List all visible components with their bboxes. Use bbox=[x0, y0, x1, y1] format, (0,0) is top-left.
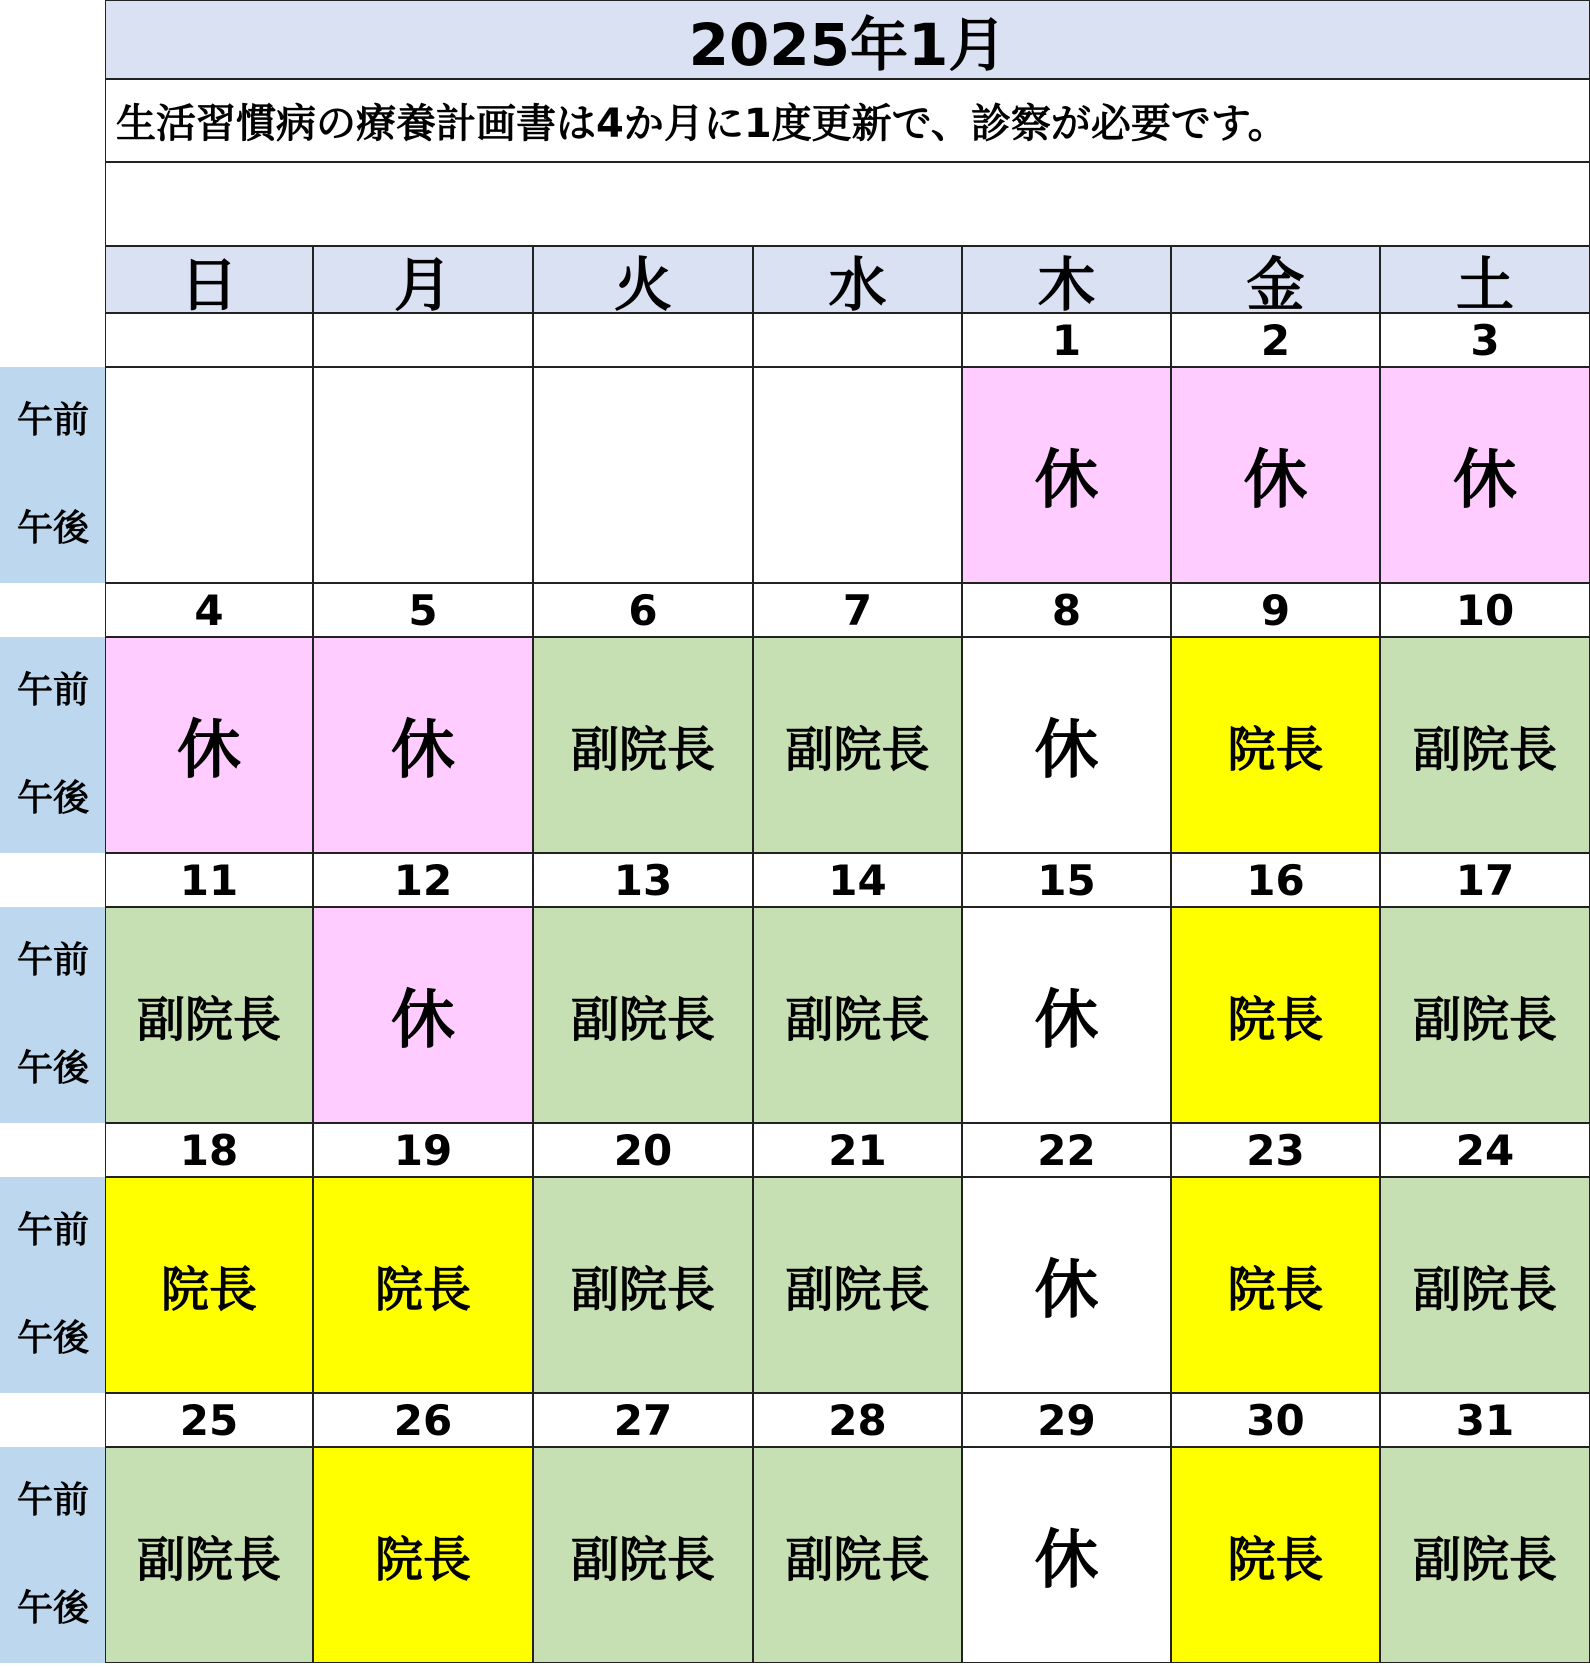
day-status-cell: 休 bbox=[962, 367, 1171, 583]
afternoon-label: 午後 bbox=[16, 1048, 89, 1089]
date-number: 25 bbox=[105, 1393, 313, 1447]
date-number: 21 bbox=[753, 1123, 962, 1177]
date-number: 9 bbox=[1171, 583, 1380, 637]
date-number: 10 bbox=[1380, 583, 1590, 637]
afternoon-label: 午後 bbox=[16, 778, 89, 819]
session-label-block bbox=[0, 1177, 105, 1393]
session-label-block bbox=[0, 907, 105, 1123]
date-number: 1 bbox=[962, 313, 1171, 367]
afternoon-label: 午後 bbox=[16, 1588, 89, 1629]
date-number bbox=[753, 313, 962, 367]
date-number bbox=[313, 313, 533, 367]
date-number: 5 bbox=[313, 583, 533, 637]
day-status-cell: 休 bbox=[1171, 367, 1380, 583]
date-number: 2 bbox=[1171, 313, 1380, 367]
date-number: 27 bbox=[533, 1393, 753, 1447]
day-status-cell: 副院長 bbox=[753, 637, 962, 853]
morning-label: 午前 bbox=[16, 1210, 89, 1251]
date-number: 14 bbox=[753, 853, 962, 907]
blank-row bbox=[105, 162, 1590, 246]
morning-label: 午前 bbox=[16, 400, 89, 441]
day-status-cell: 副院長 bbox=[753, 1447, 962, 1663]
day-status-cell: 副院長 bbox=[1380, 637, 1590, 853]
session-label-block bbox=[0, 367, 105, 583]
calendar-title: 2025年1月 bbox=[105, 0, 1590, 79]
date-number: 6 bbox=[533, 583, 753, 637]
day-status-cell: 院長 bbox=[1171, 1177, 1380, 1393]
session-label-block bbox=[0, 637, 105, 853]
day-status-cell: 副院長 bbox=[1380, 907, 1590, 1123]
day-status-cell: 副院長 bbox=[533, 907, 753, 1123]
date-number: 13 bbox=[533, 853, 753, 907]
date-number: 7 bbox=[753, 583, 962, 637]
weekday-header: 木 bbox=[962, 246, 1171, 313]
date-number: 26 bbox=[313, 1393, 533, 1447]
day-status-cell: 休 bbox=[105, 637, 313, 853]
date-number bbox=[105, 313, 313, 367]
weekday-header: 金 bbox=[1171, 246, 1380, 313]
day-status-cell: 副院長 bbox=[1380, 1177, 1590, 1393]
day-status-cell bbox=[533, 367, 753, 583]
day-status-cell: 休 bbox=[962, 1447, 1171, 1663]
date-number: 12 bbox=[313, 853, 533, 907]
afternoon-label: 午後 bbox=[16, 1318, 89, 1359]
afternoon-label: 午後 bbox=[16, 508, 89, 549]
date-number: 19 bbox=[313, 1123, 533, 1177]
day-status-cell: 副院長 bbox=[105, 1447, 313, 1663]
date-number: 17 bbox=[1380, 853, 1590, 907]
day-status-cell: 院長 bbox=[1171, 1447, 1380, 1663]
morning-label: 午前 bbox=[16, 670, 89, 711]
day-status-cell: 休 bbox=[1380, 367, 1590, 583]
day-status-cell: 院長 bbox=[1171, 907, 1380, 1123]
date-number: 29 bbox=[962, 1393, 1171, 1447]
weekday-header: 日 bbox=[105, 246, 313, 313]
date-number: 11 bbox=[105, 853, 313, 907]
weekday-header: 火 bbox=[533, 246, 753, 313]
day-status-cell: 休 bbox=[962, 1177, 1171, 1393]
date-number: 28 bbox=[753, 1393, 962, 1447]
date-number: 4 bbox=[105, 583, 313, 637]
day-status-cell: 副院長 bbox=[533, 1447, 753, 1663]
day-status-cell: 副院長 bbox=[753, 907, 962, 1123]
date-number: 22 bbox=[962, 1123, 1171, 1177]
day-status-cell: 副院長 bbox=[1380, 1447, 1590, 1663]
date-number: 30 bbox=[1171, 1393, 1380, 1447]
day-status-cell: 休 bbox=[962, 907, 1171, 1123]
day-status-cell: 休 bbox=[313, 907, 533, 1123]
day-status-cell: 副院長 bbox=[533, 637, 753, 853]
morning-label: 午前 bbox=[16, 1480, 89, 1521]
date-number: 15 bbox=[962, 853, 1171, 907]
day-status-cell: 休 bbox=[313, 637, 533, 853]
morning-label: 午前 bbox=[16, 940, 89, 981]
date-number: 31 bbox=[1380, 1393, 1590, 1447]
day-status-cell: 副院長 bbox=[105, 907, 313, 1123]
day-status-cell: 院長 bbox=[1171, 637, 1380, 853]
weekday-header: 水 bbox=[753, 246, 962, 313]
day-status-cell bbox=[105, 367, 313, 583]
date-number: 16 bbox=[1171, 853, 1380, 907]
date-number: 8 bbox=[962, 583, 1171, 637]
day-status-cell: 院長 bbox=[313, 1447, 533, 1663]
session-label-block bbox=[0, 1447, 105, 1663]
day-status-cell bbox=[313, 367, 533, 583]
notice-text: 生活習慣病の療養計画書は4か月に1度更新で、診察が必要です。 bbox=[105, 79, 1590, 162]
date-number: 20 bbox=[533, 1123, 753, 1177]
weekday-header: 土 bbox=[1380, 246, 1590, 313]
date-number bbox=[533, 313, 753, 367]
date-number: 23 bbox=[1171, 1123, 1380, 1177]
day-status-cell: 院長 bbox=[313, 1177, 533, 1393]
date-number: 24 bbox=[1380, 1123, 1590, 1177]
day-status-cell bbox=[753, 367, 962, 583]
day-status-cell: 院長 bbox=[105, 1177, 313, 1393]
day-status-cell: 副院長 bbox=[533, 1177, 753, 1393]
date-number: 3 bbox=[1380, 313, 1590, 367]
day-status-cell: 副院長 bbox=[753, 1177, 962, 1393]
day-status-cell: 休 bbox=[962, 637, 1171, 853]
date-number: 18 bbox=[105, 1123, 313, 1177]
weekday-header: 月 bbox=[313, 246, 533, 313]
